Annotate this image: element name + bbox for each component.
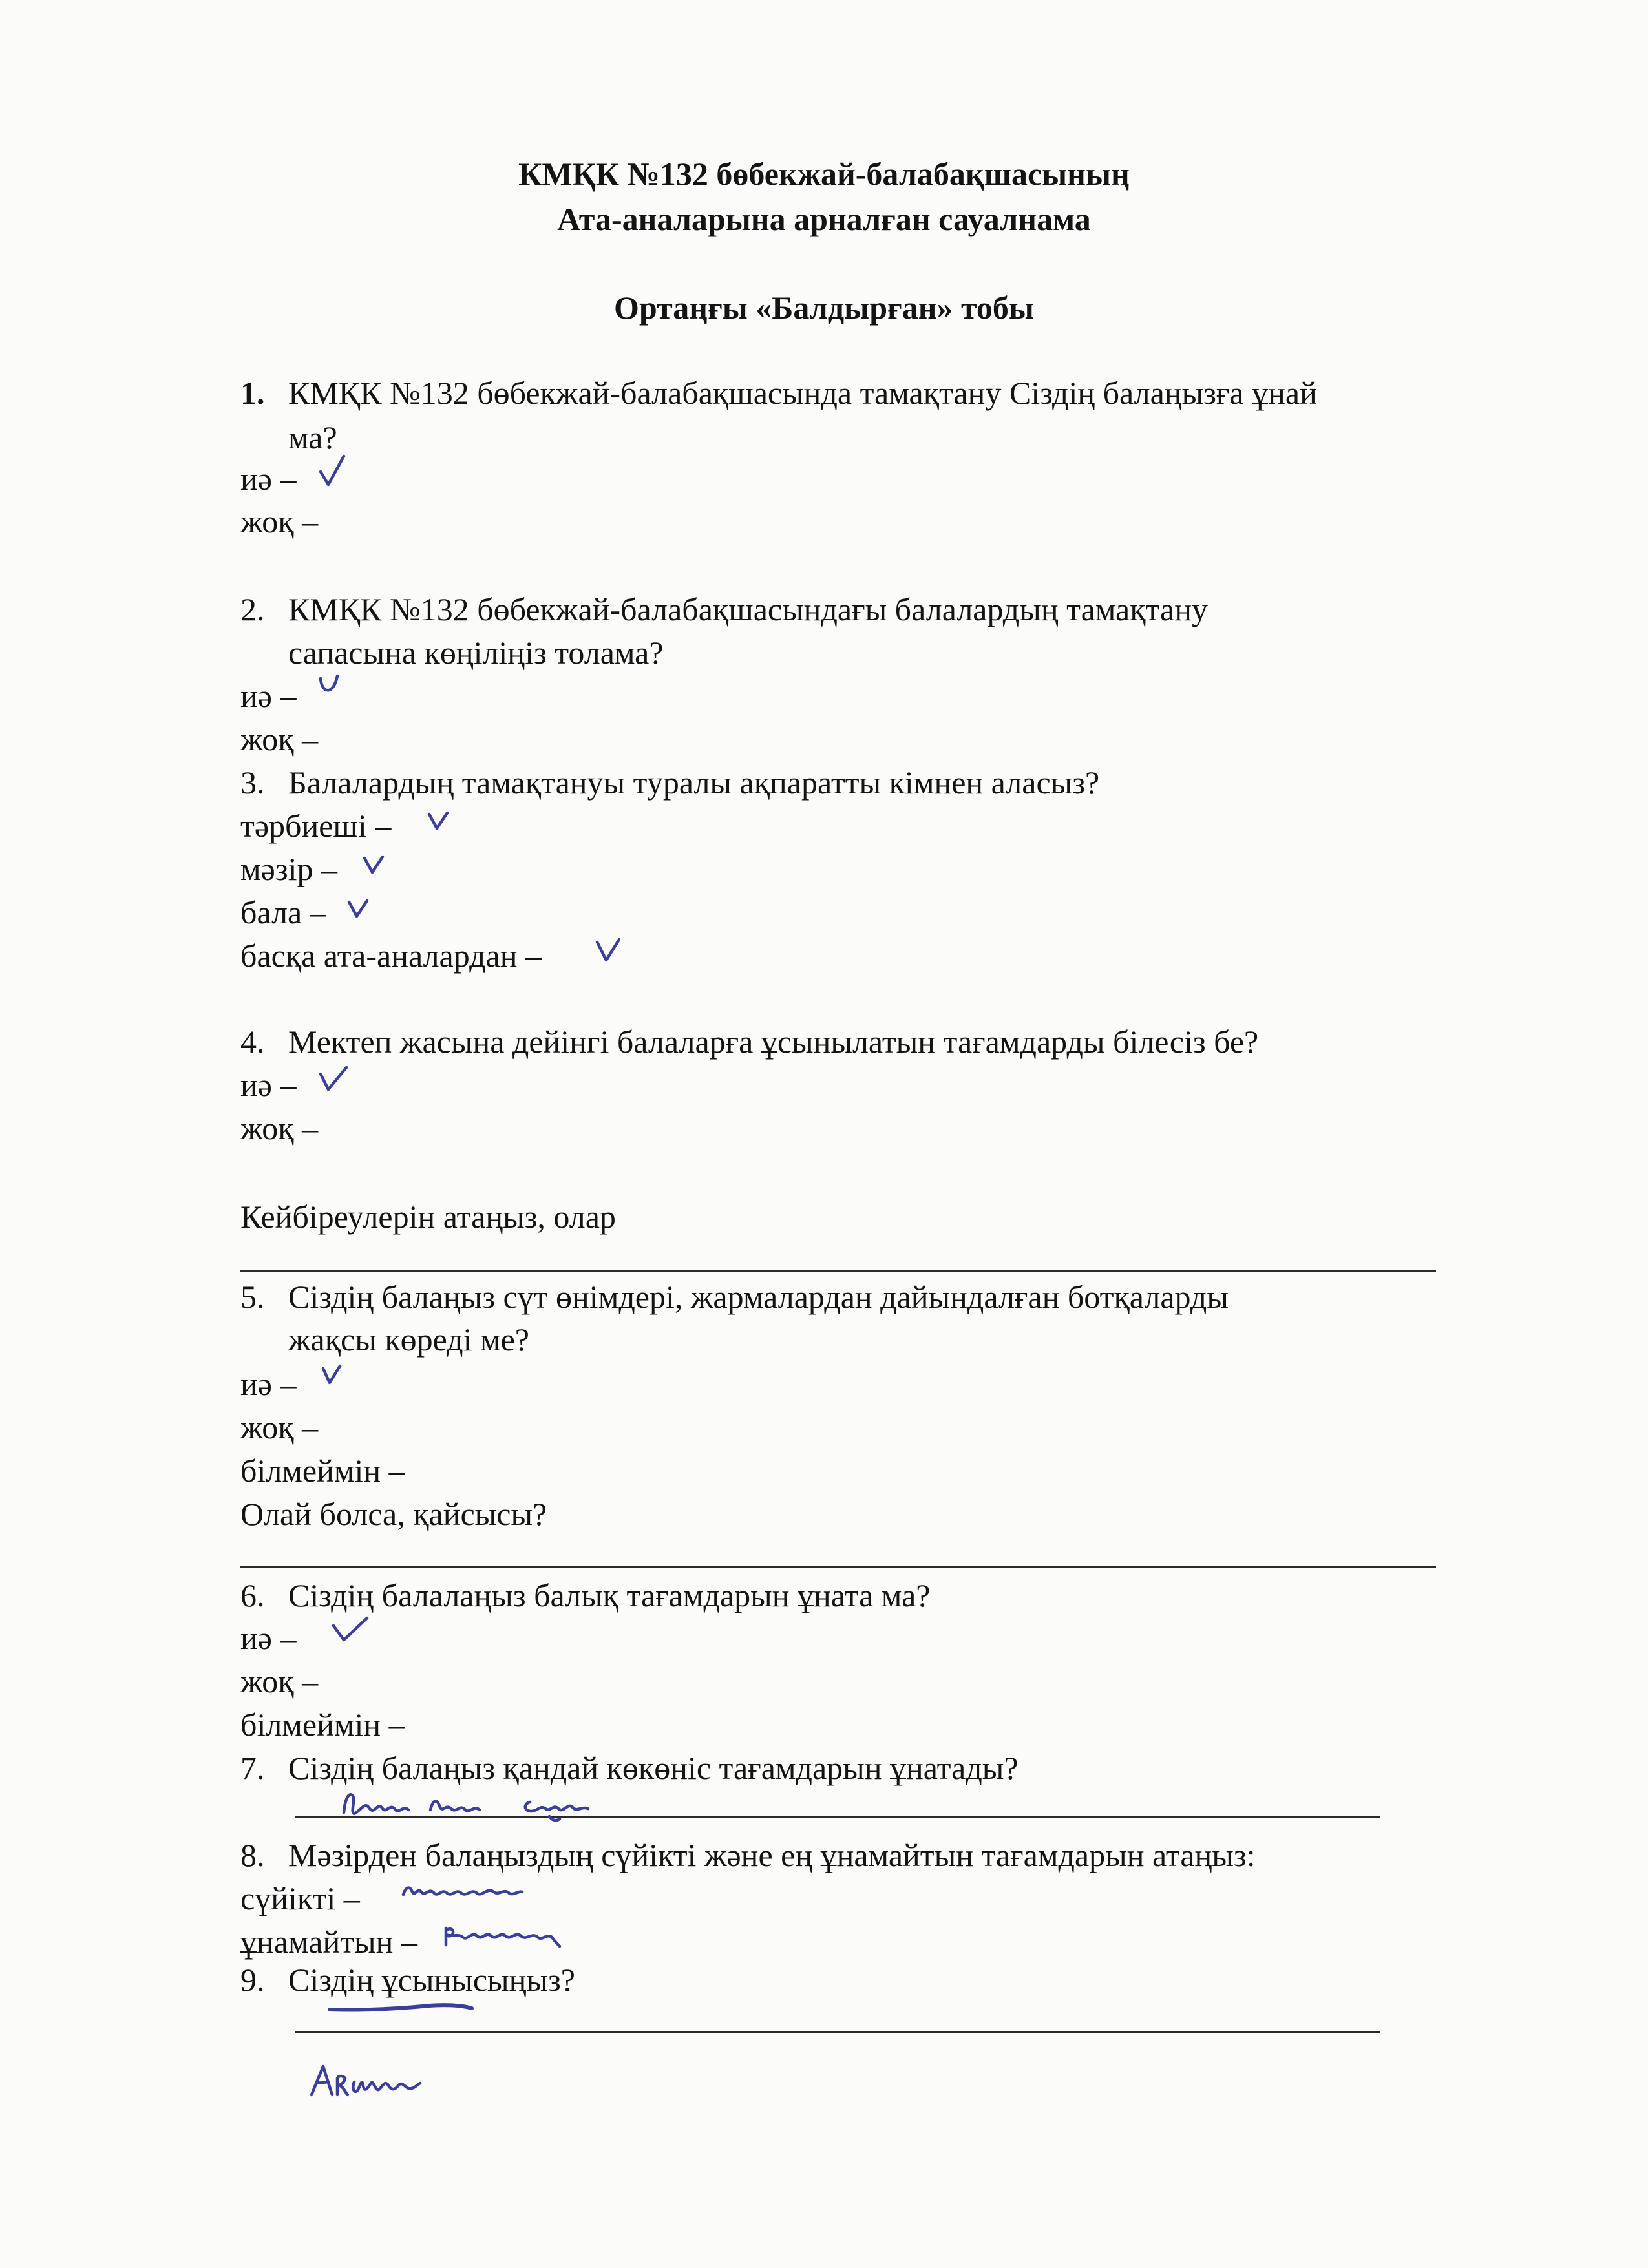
q5-text-line1: Сіздің балаңыз сүт өнімдері, жармалардан дайындалған ботқаларды xyxy=(288,1279,1229,1315)
q6-option-dont-know: білмеймін – xyxy=(240,1706,405,1743)
q1-yes-check-mark xyxy=(317,452,355,491)
q4-text: Мектеп жасына дейінгі балаларға ұсынылатын тағамдарды білесіз бе? xyxy=(288,1024,1259,1060)
q2-text-line2: сапасына көңіліңіз толама? xyxy=(288,635,664,671)
q8-disliked-handwritten-answer xyxy=(441,1915,570,1951)
q7-text: Сіздің балаңыз қандай көкөніс тағамдарын ұнатады? xyxy=(288,1750,1019,1786)
q1-number: 1. xyxy=(240,375,265,411)
q7-handwritten-answer xyxy=(336,1787,672,1823)
q6-yes-check-mark xyxy=(330,1614,372,1646)
q1-option-no: жоқ – xyxy=(240,503,319,540)
q3-number: 3. xyxy=(240,764,265,801)
q7-number: 7. xyxy=(240,1750,265,1786)
q8-option-favorite: сүйікті – xyxy=(240,1880,360,1916)
q4-answer-line xyxy=(240,1270,1436,1272)
q5-text-line2: жақсы көреді ме? xyxy=(288,1321,529,1358)
form-title-line1: КМҚК №132 бөбекжай-балабақшасының xyxy=(518,156,1130,192)
q3-option-other-parents: басқа ата-аналардан – xyxy=(240,938,542,974)
q5-answer-line xyxy=(240,1566,1436,1568)
q3-text: Балалардың тамақтануы туралы ақпаратты кімнен аласыз? xyxy=(288,764,1100,801)
q6-number: 6. xyxy=(240,1577,265,1613)
q5-option-yes: иә – xyxy=(240,1366,297,1402)
q1-text-line2: ма? xyxy=(288,419,337,456)
q3-option-menu: мәзір – xyxy=(240,851,337,887)
q6-text: Сіздің балалаңыз балық тағамдарын ұната ма? xyxy=(288,1577,931,1613)
q8-favorite-handwritten-answer xyxy=(399,1873,529,1905)
q2-yes-check-mark xyxy=(317,672,349,704)
q3-child-check-mark xyxy=(346,896,372,921)
q2-number: 2. xyxy=(240,591,265,627)
q3-option-child: бала – xyxy=(240,894,326,930)
q5-option-dont-know: білмеймін – xyxy=(240,1453,405,1489)
q1-text-line1: КМҚК №132 бөбекжай-балабақшасында тамақтану Сіздің балаңызға ұнай xyxy=(288,375,1317,411)
q4-number: 4. xyxy=(240,1024,265,1060)
q3-teacher-check-mark xyxy=(427,808,452,834)
q8-text: Мәзірден балаңыздың сүйікті және ең ұнамайтын тағамдарын атаңыз: xyxy=(288,1837,1256,1873)
q5-follow-up: Олай болса, қайсысы? xyxy=(240,1496,547,1532)
q3-parents-check-mark xyxy=(595,937,623,965)
form-title-line2: Ата-аналарына арналған сауалнама xyxy=(557,201,1091,237)
parent-signature xyxy=(306,2059,449,2104)
q5-number: 5. xyxy=(240,1279,265,1315)
q9-pen-stroke xyxy=(326,1998,481,2017)
q9-number: 9. xyxy=(240,1962,265,1998)
q3-option-teacher: тәрбиеші – xyxy=(240,808,392,844)
q4-yes-check-mark xyxy=(317,1064,353,1096)
q8-number: 8. xyxy=(240,1837,265,1873)
q2-text-line1: КМҚК №132 бөбекжай-балабақшасындағы балалардың тамақтану xyxy=(288,591,1208,627)
q2-option-yes: иә – xyxy=(240,678,297,714)
q8-option-disliked: ұнамайтын – xyxy=(240,1924,417,1960)
q2-option-no: жоқ – xyxy=(240,721,319,757)
q5-yes-check-mark xyxy=(321,1363,346,1389)
q1-option-yes: иә – xyxy=(240,461,297,497)
q9-answer-line xyxy=(295,2031,1380,2033)
q4-follow-up: Кейбіреулерін атаңыз, олар xyxy=(240,1199,616,1235)
q4-option-no: жоқ – xyxy=(240,1110,319,1146)
q3-menu-check-mark xyxy=(362,852,388,877)
q6-option-no: жоқ – xyxy=(240,1663,319,1699)
q5-option-no: жоқ – xyxy=(240,1409,319,1445)
q6-option-yes: иә – xyxy=(240,1620,297,1656)
group-name: Ортаңғы «Балдырған» тобы xyxy=(614,289,1034,326)
q4-option-yes: иә – xyxy=(240,1067,297,1103)
q9-text: Сіздің ұсынысыңыз? xyxy=(288,1962,575,1998)
